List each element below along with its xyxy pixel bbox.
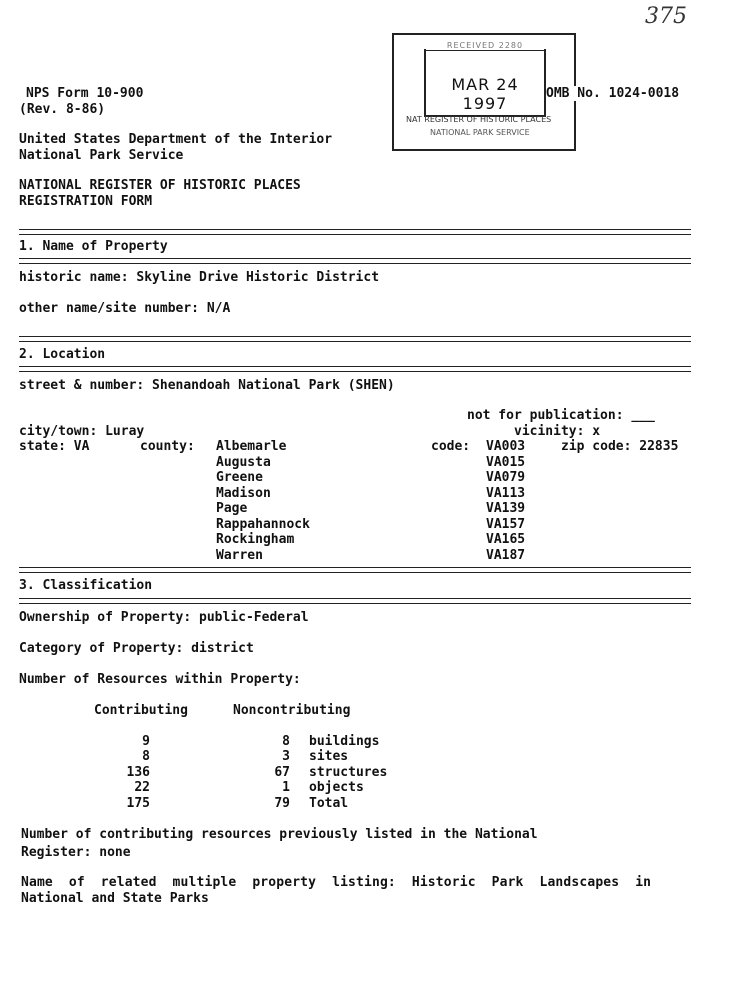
county-code: VA187	[486, 548, 526, 563]
county-code: VA079	[486, 470, 526, 485]
contributing-count: 22	[134, 780, 150, 795]
stamp-date: MAR 24 1997	[451, 75, 519, 113]
resource-type: structures	[309, 765, 388, 780]
section-divider	[19, 567, 691, 573]
ownership: Ownership of Property: public-Federal	[19, 610, 309, 625]
county-name: Albemarle	[216, 439, 287, 454]
city-town: city/town: Luray	[19, 424, 145, 439]
county-name: Augusta	[216, 455, 271, 470]
not-for-publication: not for publication: ___	[467, 408, 655, 423]
county-name: Greene	[216, 470, 263, 485]
department-name: United States Department of the Interior	[19, 132, 333, 147]
county-label: county:	[140, 439, 195, 454]
county-code: VA165	[486, 532, 526, 547]
county-name: Page	[216, 501, 248, 516]
county-name: Rappahannock	[216, 517, 310, 532]
county-name: Rockingham	[216, 532, 295, 547]
contributing-count: 136	[126, 765, 150, 780]
vicinity: vicinity: x	[514, 424, 601, 439]
historic-name: historic name: Skyline Drive Historic District	[19, 270, 380, 285]
section-1-title: 1. Name of Property	[19, 239, 168, 254]
related-listing: Name of related multiple property listing: Historic Park Landscapes in	[21, 875, 652, 890]
other-name: other name/site number: N/A	[19, 301, 231, 316]
stamp-date-box	[424, 41, 546, 117]
code-label: code:	[431, 439, 471, 454]
contributing-count: 8	[142, 749, 150, 764]
contributing-header: Contributing	[94, 703, 188, 718]
stamp-received-text: RECEIVED 2280	[426, 41, 544, 50]
section-2-title: 2. Location	[19, 347, 106, 362]
noncontributing-header: Noncontributing	[233, 703, 351, 718]
county-name: Warren	[216, 548, 263, 563]
resources-heading: Number of Resources within Property:	[19, 672, 301, 687]
stamp-service-line: NATIONAL PARK SERVICE	[430, 128, 530, 137]
noncontributing-count: 1	[282, 780, 290, 795]
county-name: Madison	[216, 486, 271, 501]
resource-type: objects	[309, 780, 364, 795]
section-divider	[19, 598, 691, 604]
section-divider	[19, 229, 691, 235]
noncontributing-count: 67	[274, 765, 290, 780]
service-name: National Park Service	[19, 148, 184, 163]
county-code: VA157	[486, 517, 526, 532]
form-revision: (Rev. 8-86)	[19, 102, 106, 117]
county-code: VA113	[486, 486, 526, 501]
previously-listed: Number of contributing resources previously listed in the National	[21, 827, 538, 842]
noncontributing-total: 79	[274, 796, 290, 811]
related-listing-value: National and State Parks	[21, 891, 209, 906]
section-divider	[19, 258, 691, 264]
form-number: NPS Form 10-900	[26, 86, 144, 101]
resource-type: sites	[309, 749, 349, 764]
omb-number: OMB No. 1024-0018	[546, 86, 680, 101]
section-3-title: 3. Classification	[19, 578, 153, 593]
noncontributing-count: 3	[282, 749, 290, 764]
county-code: VA003	[486, 439, 526, 454]
resource-type: buildings	[309, 734, 380, 749]
category: Category of Property: district	[19, 641, 254, 656]
contributing-total: 175	[126, 796, 150, 811]
street-number: street & number: Shenandoah National Park (SHEN)	[19, 378, 395, 393]
county-code: VA139	[486, 501, 526, 516]
resource-type-total: Total	[309, 796, 349, 811]
state: state: VA	[19, 439, 90, 454]
register-title: NATIONAL REGISTER OF HISTORIC PLACES	[19, 178, 301, 193]
form-title: REGISTRATION FORM	[19, 194, 153, 209]
previously-listed-value: Register: none	[21, 845, 131, 860]
section-divider	[19, 336, 691, 342]
county-code: VA015	[486, 455, 526, 470]
noncontributing-count: 8	[282, 734, 290, 749]
zip-code: zip code: 22835	[561, 439, 679, 454]
stamp-register-line: NAT REGISTER OF HISTORIC PLACES	[406, 115, 552, 124]
handwritten-page-number: 375	[645, 4, 687, 29]
section-divider	[19, 366, 691, 372]
contributing-count: 9	[142, 734, 150, 749]
